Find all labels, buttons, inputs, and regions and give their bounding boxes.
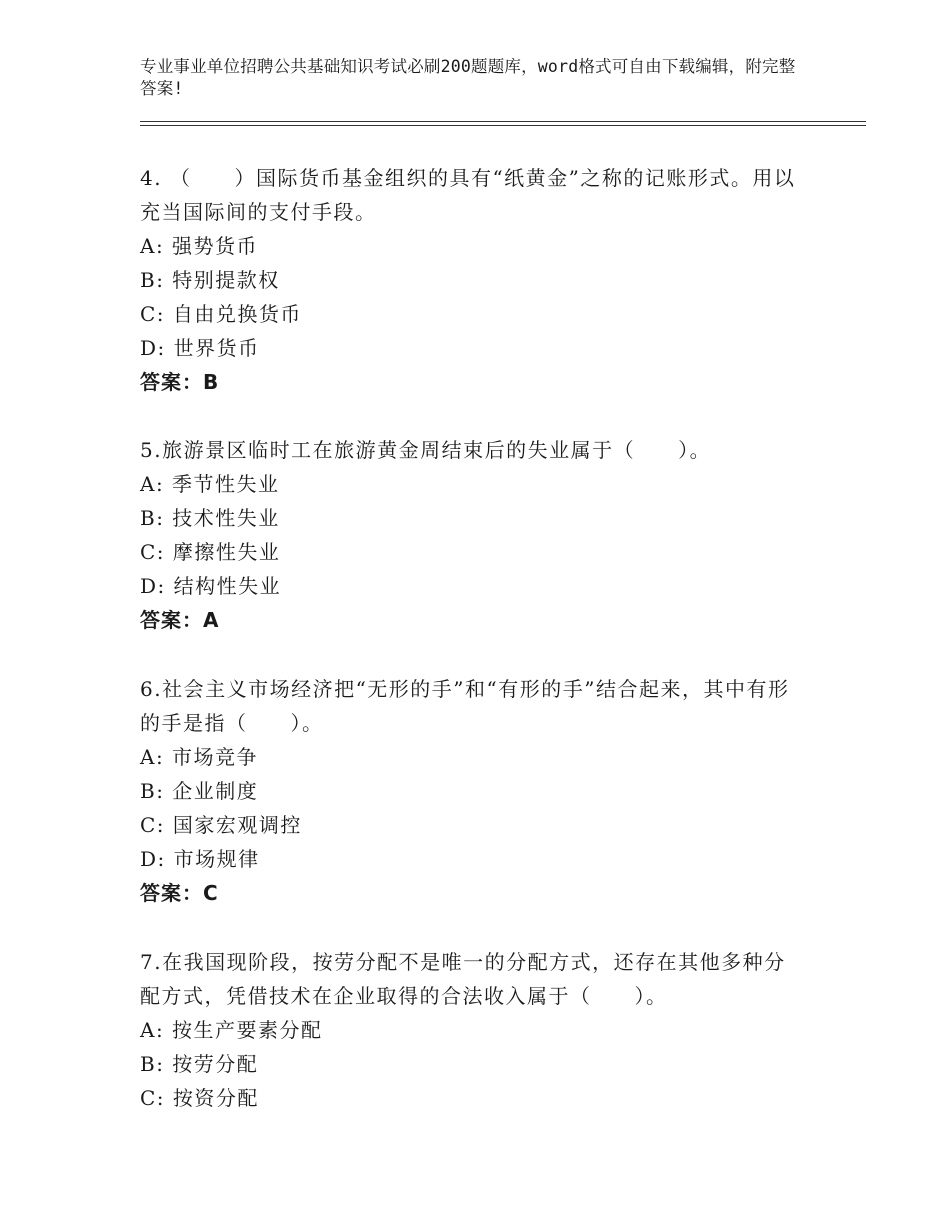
option-d: D: 世界货币: [140, 336, 260, 360]
option-b: B: 按劳分配: [140, 1052, 259, 1076]
option-b: B: 企业制度: [140, 779, 259, 803]
question-4: [140, 161, 805, 399]
option-a: A: 季节性失业: [140, 472, 280, 496]
header-divider-secondary: [140, 125, 866, 126]
answer: 答案：B: [140, 370, 220, 394]
question-5: [140, 433, 805, 637]
question-7: [140, 945, 805, 1115]
header-divider: [140, 121, 866, 122]
option-c: C: 自由兑换货币: [140, 302, 302, 326]
option-a: A: 按生产要素分配: [140, 1018, 323, 1042]
option-d: D: 市场规律: [140, 847, 260, 871]
question-stem: 4. （ ）国际货币基金组织的具有“纸黄金”之称的记账形式。用以充当国际间的支付手段。: [140, 166, 796, 224]
option-b: B: 特别提款权: [140, 268, 280, 292]
question-stem: 5.旅游景区临时工在旅游黄金周结束后的失业属于（ ）。: [140, 438, 712, 462]
option-b: B: 技术性失业: [140, 506, 280, 530]
option-a: A: 强势货币: [140, 234, 259, 258]
document-header: 专业事业单位招聘公共基础知识考试必刷200题题库，word格式可自由下载编辑，附完整答案!: [140, 57, 796, 98]
question-stem: 7.在我国现阶段，按劳分配不是唯一的分配方式，还存在其他多种分配方式，凭借技术在企业取得的合法收入属于（ ）。: [140, 950, 786, 1008]
option-c: C: 摩擦性失业: [140, 540, 281, 564]
option-d: D: 结构性失业: [140, 574, 282, 598]
question-6: [140, 672, 805, 910]
question-stem: 6.社会主义市场经济把“无形的手”和“有形的手”结合起来，其中有形的手是指（ ）。: [140, 677, 790, 735]
option-c: C: 按资分配: [140, 1086, 259, 1110]
option-c: C: 国家宏观调控: [140, 813, 302, 837]
option-a: A: 市场竞争: [140, 745, 259, 769]
answer: 答案：C: [140, 881, 219, 905]
answer: 答案：A: [140, 608, 220, 632]
